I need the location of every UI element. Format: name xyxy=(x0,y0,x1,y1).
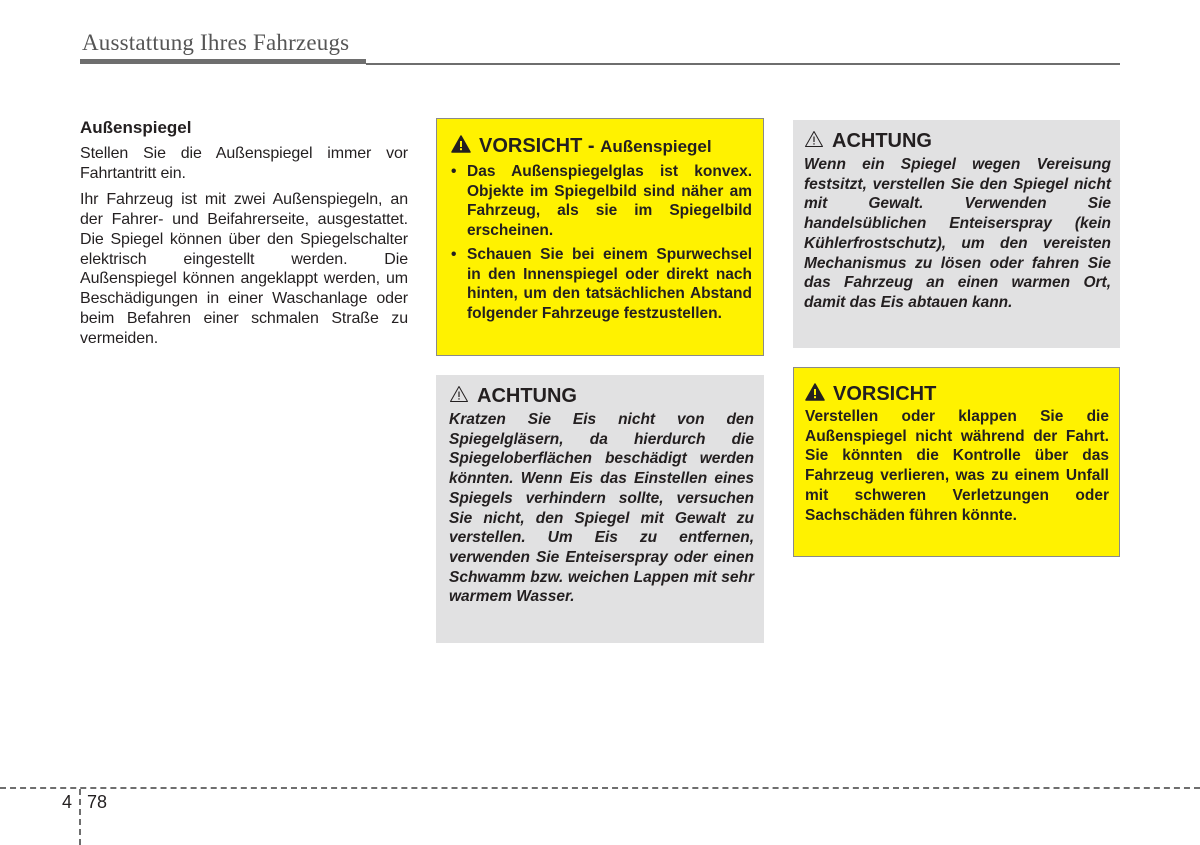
list-item-text: Schauen Sie bei einem Spurwechsel in den Innenspiegel oder direkt nach hinten, um den tatsächlichen Abstand folgender Fahrzeuge festzustellen. xyxy=(467,245,752,322)
paragraph: Ihr Fahrzeug ist mit zwei Außenspiegeln, an der Fahrer- und Beifahrerseite, ausgestattet. Die Spiegel können über den Spiegelschalter elektrisch eingestellt werden. Die Außenspiegel können angeklappt werden, um Beschädigungen in einer Waschanlage oder beim Befahren einer schmalen Straße zu vermeiden. xyxy=(80,190,408,348)
page-number: 78 xyxy=(87,792,108,812)
caution-title-sub: Außenspiegel xyxy=(600,136,712,156)
notice-box-ice xyxy=(436,375,764,643)
notice-box-frozen xyxy=(793,120,1120,348)
footer-divider xyxy=(79,789,81,845)
notice-title-text: ACHTUNG xyxy=(477,385,577,407)
caution-title-text: VORSICHT xyxy=(833,383,937,405)
footer-rule xyxy=(0,787,1200,789)
warning-triangle-icon xyxy=(804,130,824,153)
header-rule xyxy=(366,63,1120,65)
page-header-title: Ausstattung Ihres Fahrzeugs xyxy=(82,30,350,55)
caution-title xyxy=(805,383,1109,406)
caution-title xyxy=(451,135,752,158)
chapter-number: 4 xyxy=(62,792,73,812)
caution-text: Verstellen oder klappen Sie die Außenspiegel nicht während der Fahrt. Sie könnten die Kontrolle über das Fahrzeug verlieren, was zu einem Unfall mit schweren Verletzungen oder Sachschäden führen könnte. xyxy=(805,408,1109,524)
caution-title-main: VORSICHT - xyxy=(479,135,601,157)
bullet: • xyxy=(451,163,457,180)
notice-text: Kratzen Sie Eis nicht von den Spiegelgläsern, da hierdurch die Spiegeloberflächen beschädigt werden könnten. Wenn Eis das Einstellen eines Spiegels verhindern sollte, versuchen Sie nicht, den Spiegel mit Gewalt zu verstellen. Um Eis zu entfernen, verwenden Sie Enteiserspray oder einen Schwamm bzw. weichen Lappen mit sehr warmem Wasser. xyxy=(449,411,754,606)
list-item-text: Das Außenspiegelglas ist konvex. Objekte im Spiegelbild sind näher am Fahrzeug, als sie im Spiegelbild erscheinen. xyxy=(467,163,752,240)
notice-title-text: ACHTUNG xyxy=(832,130,932,152)
warning-triangle-icon xyxy=(451,135,471,158)
caution-list xyxy=(451,162,752,324)
section-outside-mirrors xyxy=(80,118,408,355)
section-heading: Außenspiegel xyxy=(80,118,192,137)
notice-title xyxy=(449,385,754,408)
list-item xyxy=(451,245,752,324)
warning-triangle-icon xyxy=(805,383,825,406)
notice-text: Wenn ein Spiegel wegen Vereisung festsitzt, verstellen Sie den Spiegel nicht mit Gewalt. Verwenden Sie handelsüblichen Enteiserspray (kein Kühlerfrostschutz), um den vereisten Mechanismus zu lösen oder fahren Sie das Fahrzeug an einen warmen Ort, damit das Eis abtauen kann. xyxy=(804,156,1111,311)
paragraph: Stellen Sie die Außenspiegel immer vor Fahrtantritt ein. xyxy=(80,145,408,182)
header-bar xyxy=(80,59,366,64)
caution-box-driving xyxy=(793,367,1120,557)
notice-title xyxy=(804,130,1111,153)
bullet: • xyxy=(451,245,457,263)
list-item xyxy=(451,162,752,241)
warning-triangle-icon xyxy=(449,385,469,408)
caution-box-mirror xyxy=(436,118,764,356)
